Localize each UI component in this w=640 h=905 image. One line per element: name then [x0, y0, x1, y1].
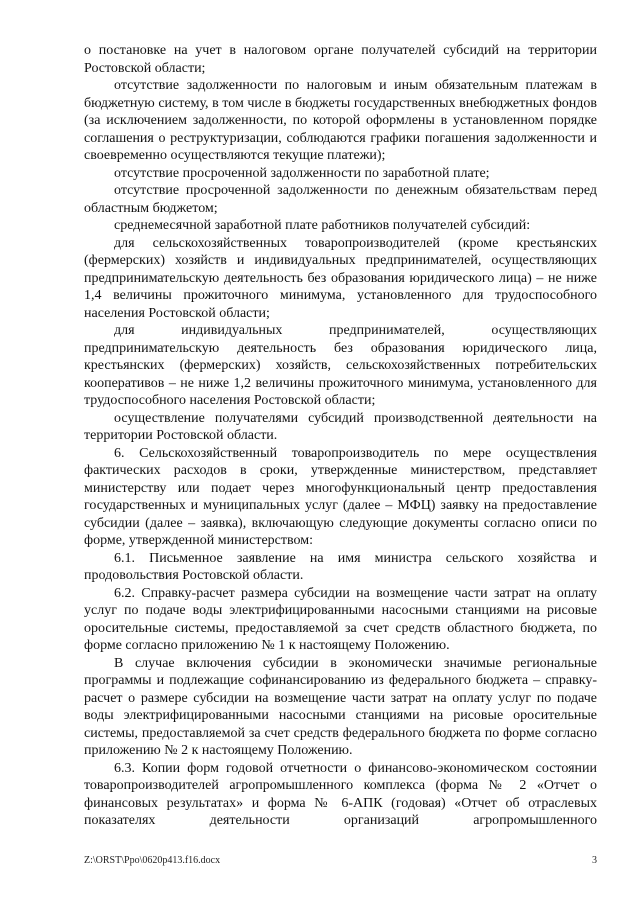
paragraph-11: 6.2. Справку-расчет размера субсидии на возмещение части затрат на оплату услуг по подаче воды электрифицированными насосными станциями на рисовые оросительные системы, предоставляемой за счет средств областного бюджета, по форме согласно приложению № 1 к настоящему Положению.: [84, 585, 597, 653]
paragraph-10: 6.1. Письменное заявление на имя министра сельского хозяйства и продовольствия Ростовской области.: [84, 550, 597, 583]
document-body: [84, 42, 597, 830]
paragraph-4: отсутствие просроченной задолженности по денежным обязательствам перед областным бюджетом;: [84, 183, 597, 216]
page-number: 3: [592, 855, 597, 866]
paragraph-8: осуществление получателями субсидий производственной деятельности на территории Ростовской области.: [84, 410, 597, 443]
paragraph-13: 6.3. Копии форм годовой отчетности о финансово-экономическом состоянии товаропроизводителей агропромышленного комплекса (форма № 2 «Отчет о финансовых результатах» и форма № 6-АПК (годовая) «Отчет об отраслевых показателях деятельности организаций агропромышленного: [84, 760, 597, 828]
paragraph-12: В случае включения субсидии в экономически значимые региональные программы и подлежащие софинансированию из федерального бюджета – справку-расчет о размере субсидии на возмещение части затрат на оплату услуг по подаче воды электрифицированными насосными станциями на рисовые оросительные системы, предоставляемой за счет средств федерального бюджета по форме согласно приложению № 2 к настоящему Положению.: [84, 655, 597, 758]
paragraph-1: о постановке на учет в налоговом органе получателей субсидий на территории Ростовской области;: [84, 43, 597, 76]
paragraph-6: для сельскохозяйственных товаропроизводителей (кроме крестьянских (фермерских) хозяйств и индивидуальных предпринимателей, осуществляющих предпринимательскую деятельность без образования юридического лица) – не ниже 1,4 величины прожиточного минимума, установленного для трудоспособного населения Ростовской области;: [84, 235, 597, 321]
page-footer: [84, 855, 597, 866]
paragraph-2: отсутствие задолженности по налоговым и иным обязательным платежам в бюджетную систему, в том числе в бюджеты государственных внебюджетных фондов (за исключением задолженности, по которой оформлены в установленном порядке соглашения о реструктуризации, соблюдаются графики погашения задолженности и своевременно осуществляются текущие платежи);: [84, 78, 597, 163]
paragraph-7: для индивидуальных предпринимателей, осуществляющих предпринимательскую деятельность без образования юридического лица, крестьянских (фермерских) хозяйств, сельскохозяйственных потребительских кооперативов – не ниже 1,2 величины прожиточного минимума, установленного для трудоспособного населения Ростовской области;: [84, 323, 597, 408]
paragraph-3: отсутствие просроченной задолженности по заработной плате;: [114, 165, 490, 181]
paragraph-9: 6. Сельскохозяйственный товаропроизводитель по мере осуществления фактических расходов в сроки, утвержденные министерством, представляет министерству или подает через многофункциональный центр предоставления государственных и муниципальных услуг (далее – МФЦ) заявку на предоставление субсидии (далее – заявка), включающую следующие документы согласно описи по форме, утвержденной министерством:: [84, 445, 597, 548]
paragraph-5: среднемесячной заработной плате работников получателей субсидий:: [114, 218, 531, 233]
file-path: Z:\ORST\Ppo\0620p413.f16.docx: [84, 855, 221, 866]
